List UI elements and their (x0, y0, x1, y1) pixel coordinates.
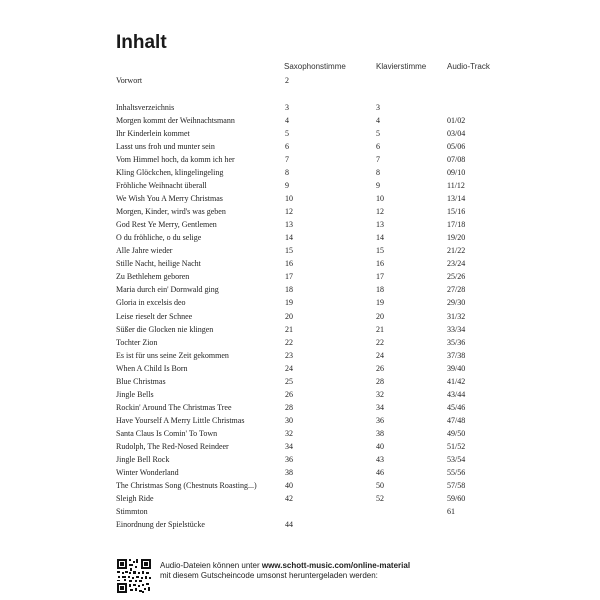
toc-sax-page: 38 (285, 468, 293, 478)
toc-audio-track: 05/06 (447, 141, 466, 151)
toc-sax-page: 4 (285, 115, 289, 125)
toc-title: We Wish You A Merry Christmas (116, 193, 223, 203)
toc-title: Rockin' Around The Christmas Tree (116, 402, 232, 412)
toc-title: Santa Claus Is Comin' To Town (116, 429, 218, 439)
toc-row (0, 75, 600, 87)
qr-code-icon (116, 558, 152, 594)
toc-audio-track: 29/30 (447, 298, 466, 308)
toc-sax-page: 12 (285, 207, 293, 217)
toc-row (0, 428, 600, 440)
toc-title: Rudolph, The Red-Nosed Reindeer (116, 442, 229, 452)
toc-sax-page: 9 (285, 180, 289, 190)
download-note-line2: mit diesem Gutscheincode umsonst heruntergeladen werden: (160, 571, 378, 580)
toc-row (0, 154, 600, 166)
toc-title: Stille Nacht, heilige Nacht (116, 259, 201, 269)
toc-klavier-page: 43 (376, 455, 384, 465)
toc-klavier-page: 4 (376, 115, 380, 125)
toc-title: Inhaltsverzeichnis (116, 102, 175, 112)
toc-audio-track: 01/02 (447, 115, 466, 125)
toc-sax-page: 7 (285, 154, 289, 164)
toc-row (0, 258, 600, 270)
column-header-saxophon: Saxophonstimme (284, 62, 346, 71)
toc-audio-track: 51/52 (447, 442, 466, 452)
toc-audio-track: 13/14 (447, 193, 466, 203)
toc-title: Alle Jahre wieder (116, 246, 173, 256)
toc-klavier-page: 20 (376, 311, 384, 321)
toc-row (0, 402, 600, 414)
toc-sax-page: 18 (285, 285, 293, 295)
toc-row (0, 311, 600, 323)
toc-klavier-page: 18 (376, 285, 384, 295)
toc-sax-page: 19 (285, 298, 293, 308)
toc-audio-track: 61 (447, 507, 455, 517)
page-title: Inhalt (116, 32, 167, 53)
toc-klavier-page: 8 (376, 167, 380, 177)
toc-title: Einordnung der Spielstücke (116, 520, 205, 530)
toc-audio-track: 19/20 (447, 233, 466, 243)
toc-title: The Christmas Song (Chestnuts Roasting...) (116, 481, 257, 491)
toc-title: Ihr Kinderlein kommet (116, 128, 190, 138)
toc-audio-track: 35/36 (447, 337, 466, 347)
toc-sax-page: 44 (285, 520, 293, 530)
toc-klavier-page: 21 (376, 324, 384, 334)
toc-sax-page: 30 (285, 416, 293, 425)
toc-sax-page: 6 (285, 141, 289, 151)
toc-title: Sleigh Ride (116, 494, 154, 504)
toc-klavier-page: 32 (376, 389, 384, 399)
toc-klavier-page: 34 (376, 402, 384, 412)
toc-sax-page: 16 (285, 259, 293, 269)
toc-title: Vorwort (116, 76, 143, 85)
toc-row (0, 324, 600, 336)
toc-row (0, 493, 600, 505)
toc-row (0, 337, 600, 349)
toc-sax-page: 22 (285, 337, 293, 347)
toc-klavier-page: 46 (376, 468, 384, 478)
toc-row (0, 467, 600, 479)
toc-sax-page: 8 (285, 167, 289, 177)
toc-audio-track: 07/08 (447, 154, 466, 164)
toc-sax-page: 32 (285, 429, 293, 439)
toc-row (0, 193, 600, 205)
toc-row (0, 115, 600, 127)
download-note-prefix: Audio-Dateien können unter (160, 561, 262, 570)
toc-klavier-page: 12 (376, 207, 384, 217)
toc-audio-track: 43/44 (447, 389, 466, 399)
toc-title: God Rest Ye Merry, Gentlemen (116, 220, 217, 230)
toc-sax-page: 42 (285, 494, 293, 504)
toc-audio-track: 21/22 (447, 246, 466, 256)
toc-title: Fröhliche Weihnacht überall (116, 180, 207, 190)
toc-sax-page: 2 (285, 76, 289, 85)
toc-title: Tochter Zion (116, 337, 158, 347)
toc-sax-page: 15 (285, 246, 293, 256)
toc-audio-track: 41/42 (447, 376, 466, 386)
toc-klavier-page: 15 (376, 246, 384, 256)
column-header-klavier: Klavierstimme (376, 62, 427, 71)
toc-sax-page: 5 (285, 128, 289, 138)
toc-audio-track: 27/28 (447, 285, 466, 295)
toc-title: Morgen kommt der Weihnachtsmann (116, 115, 235, 125)
toc-klavier-page: 38 (376, 429, 384, 439)
toc-audio-track: 17/18 (447, 220, 466, 230)
toc-sax-page: 36 (285, 455, 293, 465)
toc-klavier-page: 26 (376, 363, 384, 373)
toc-title: Leise rieselt der Schnee (116, 311, 193, 321)
toc-title: Morgen, Kinder, wird's was geben (116, 207, 226, 217)
toc-row (0, 480, 600, 492)
toc-klavier-page: 50 (376, 481, 384, 491)
toc-klavier-page: 5 (376, 128, 380, 138)
toc-row (0, 128, 600, 140)
toc-row (0, 415, 600, 427)
toc-row (0, 454, 600, 466)
toc-title: O du fröhliche, o du selige (116, 233, 202, 243)
toc-sax-page: 26 (285, 389, 293, 399)
toc-klavier-page: 28 (376, 376, 384, 386)
toc-klavier-page: 7 (376, 154, 380, 164)
toc-sax-page: 21 (285, 324, 293, 334)
toc-row (0, 141, 600, 153)
toc-row (0, 389, 600, 401)
toc-row (0, 297, 600, 309)
toc-klavier-page: 36 (376, 416, 384, 425)
toc-sax-page: 28 (285, 402, 293, 412)
toc-title: Zu Bethlehem geboren (116, 272, 190, 282)
toc-sax-page: 34 (285, 442, 293, 452)
toc-sax-page: 17 (285, 272, 293, 282)
toc-title: Es ist für uns seine Zeit gekommen (116, 350, 229, 360)
toc-row (0, 102, 600, 114)
toc-sax-page: 20 (285, 311, 293, 321)
toc-row (0, 232, 600, 244)
toc-klavier-page: 9 (376, 180, 380, 190)
toc-sax-page: 24 (285, 363, 293, 373)
toc-audio-track: 09/10 (447, 167, 466, 177)
toc-row (0, 271, 600, 283)
toc-audio-track: 37/38 (447, 350, 466, 360)
toc-title: Gloria in excelsis deo (116, 298, 186, 308)
toc-audio-track: 11/12 (447, 180, 465, 190)
toc-klavier-page: 16 (376, 259, 384, 269)
download-url-link[interactable]: www.schott-music.com/online-material (261, 561, 411, 570)
toc-sax-page: 40 (285, 481, 293, 491)
toc-audio-track: 31/32 (447, 311, 466, 321)
toc-klavier-page: 52 (376, 494, 384, 504)
toc-klavier-page: 6 (376, 141, 380, 151)
toc-klavier-page: 17 (376, 272, 384, 282)
toc-row (0, 519, 600, 531)
toc-row (0, 350, 600, 362)
toc-audio-track: 25/26 (447, 272, 466, 282)
toc-audio-track: 55/56 (447, 468, 466, 478)
toc-title: Blue Christmas (116, 376, 166, 386)
toc-row (0, 506, 600, 518)
toc-audio-track: 59/60 (447, 494, 466, 504)
toc-sax-page: 10 (285, 193, 293, 203)
toc-title: Have Yourself A Merry Little Christmas (116, 416, 245, 425)
toc-audio-track: 49/50 (447, 429, 466, 439)
toc-title: When A Child Is Born (116, 363, 188, 373)
toc-row (0, 167, 600, 179)
toc-audio-track: 47/48 (447, 416, 466, 425)
toc-audio-track: 53/54 (447, 455, 466, 465)
toc-audio-track: 03/04 (447, 128, 466, 138)
toc-audio-track: 23/24 (447, 259, 466, 269)
toc-row (0, 180, 600, 192)
toc-title: Winter Wonderland (116, 468, 179, 478)
toc-audio-track: 33/34 (447, 324, 466, 334)
toc-klavier-page: 24 (376, 350, 384, 360)
toc-row (0, 376, 600, 388)
toc-sax-page: 3 (285, 102, 289, 112)
toc-audio-track: 57/58 (447, 481, 466, 491)
toc-klavier-page: 10 (376, 193, 384, 203)
toc-row (0, 245, 600, 257)
toc-audio-track: 45/46 (447, 402, 466, 412)
toc-row (0, 206, 600, 218)
column-header-audio: Audio-Track (447, 62, 490, 71)
toc-row (0, 363, 600, 375)
toc-klavier-page: 13 (376, 220, 384, 230)
toc-sax-page: 13 (285, 220, 293, 230)
toc-sax-page: 23 (285, 350, 293, 360)
toc-title: Maria durch ein' Dornwald ging (116, 285, 219, 295)
toc-row (0, 219, 600, 231)
toc-title: Lasst uns froh und munter sein (116, 141, 215, 151)
toc-klavier-page: 40 (376, 442, 384, 452)
toc-row (0, 441, 600, 453)
toc-title: Süßer die Glocken nie klingen (116, 324, 214, 334)
toc-sax-page: 25 (285, 376, 293, 386)
toc-title: Vom Himmel hoch, da komm ich her (116, 154, 235, 164)
toc-title: Jingle Bells (116, 389, 154, 399)
toc-klavier-page: 22 (376, 337, 384, 347)
toc-title: Jingle Bell Rock (116, 455, 170, 465)
toc-title: Stimmton (116, 507, 148, 517)
toc-klavier-page: 19 (376, 298, 384, 308)
toc-sax-page: 14 (285, 233, 293, 243)
toc-row (0, 284, 600, 296)
toc-audio-track: 39/40 (447, 363, 466, 373)
toc-title: Kling Glöckchen, klingelingeling (116, 167, 224, 177)
download-note (160, 561, 460, 581)
toc-klavier-page: 3 (376, 102, 380, 112)
toc-audio-track: 15/16 (447, 207, 466, 217)
toc-klavier-page: 14 (376, 233, 384, 243)
